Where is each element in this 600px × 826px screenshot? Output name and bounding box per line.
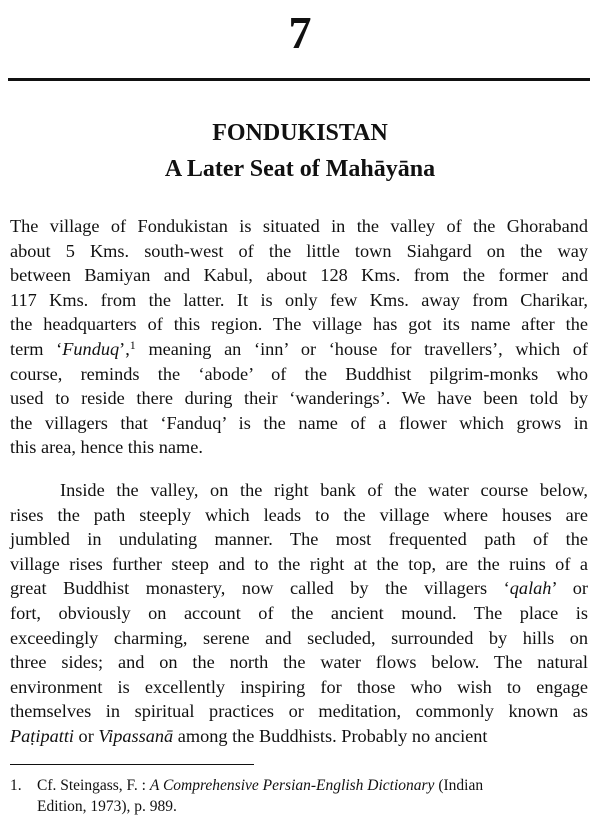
- text-line: [10, 411, 588, 436]
- text-line: [10, 527, 588, 552]
- body-paragraph: [10, 214, 588, 460]
- text-run: among the Buddhists. Probably no ancient: [173, 725, 488, 746]
- text-run: Inside the valley, on the right bank of the water course below,: [60, 480, 588, 500]
- body-paragraph: [10, 478, 588, 749]
- text-run: three sides; and on the north the water flows below. The natural: [10, 652, 588, 673]
- text-run: term ‘: [10, 338, 63, 359]
- text-run: jumbled in undulating manner. The most frequented path of the: [10, 529, 588, 550]
- text-line: [10, 263, 588, 288]
- text-run: The village of Fondukistan is situated in the valley of the Ghoraband: [10, 216, 588, 236]
- footnote-line: [10, 796, 590, 817]
- text-line: [10, 675, 588, 700]
- footnote-line: [10, 775, 590, 796]
- text-run: ’,: [119, 338, 130, 359]
- text-line: [10, 435, 588, 460]
- text-run: themselves in spiritual practices or meditation, commonly known as: [10, 701, 588, 722]
- text-run: exceedingly charming, serene and secluded, surrounded by hills on: [10, 627, 588, 648]
- italic-text: qalah: [509, 578, 552, 599]
- text-line: [10, 576, 588, 601]
- italic-text: Funduq: [62, 338, 120, 359]
- text-line: [10, 503, 588, 528]
- text-line: [10, 362, 588, 387]
- text-run: (Indian: [434, 777, 484, 794]
- text-run: rises the path steeply which leads to the village where houses are: [10, 504, 588, 525]
- text-run: between Bamiyan and Kabul, about 128 Kms. from the former and: [10, 265, 588, 286]
- text-run: the headquarters of this region. The village has got its name after the: [10, 314, 588, 335]
- footnote-number: 1.: [10, 777, 22, 794]
- text-run: this area, hence this name.: [10, 437, 203, 458]
- footnote: [10, 775, 590, 817]
- text-run: or: [73, 725, 99, 746]
- italic-text: A Comprehensive Persian-English Dictionary: [149, 777, 435, 794]
- italic-text: Vipassanā: [98, 725, 174, 746]
- text-line: [10, 699, 588, 724]
- text-run: meaning an ‘inn’ or ‘house for travellers’, which of: [135, 338, 588, 359]
- text-line: [10, 386, 588, 411]
- footnote-separator: [10, 764, 254, 765]
- text-run: about 5 Kms. south-west of the little town Siahgard on the way: [10, 240, 588, 261]
- text-run: 117 Kms. from the latter. It is only few Kms. away from Charikar,: [10, 289, 588, 310]
- text-line: [10, 626, 588, 651]
- chapter-subtitle: A Later Seat of Mahāyāna: [164, 156, 436, 182]
- text-run: Edition, 1973), p. 989.: [37, 798, 177, 815]
- text-run: ’ or: [551, 578, 589, 599]
- text-run: fort, obviously on account of the ancient mound. The place is: [10, 602, 588, 623]
- text-line: [10, 337, 588, 362]
- text-line: [10, 601, 588, 626]
- italic-text: Paṭipatti: [10, 725, 74, 746]
- text-line: [10, 239, 588, 264]
- text-line: [10, 724, 588, 749]
- text-run: environment is excellently inspiring for those who wish to engage: [10, 676, 588, 697]
- footnote-marker: 1: [129, 337, 136, 352]
- chapter-title: FONDUKISTAN: [212, 120, 388, 146]
- text-line: [10, 288, 588, 313]
- text-run: Cf. Steingass, F. :: [37, 777, 150, 794]
- text-run: course, reminds the ‘abode’ of the Buddhist pilgrim-monks who: [10, 363, 588, 384]
- text-line: [10, 650, 588, 675]
- text-run: great Buddhist monastery, now called by the villagers ‘: [10, 578, 510, 599]
- text-line: [10, 214, 588, 239]
- chapter-heading-rule: [8, 78, 590, 81]
- text-run: the villagers that ‘Fanduq’ is the name of a flower which grows in: [10, 412, 588, 433]
- text-line: [10, 312, 588, 337]
- text-run: village rises further steep and to the right at the top, are the ruins of a: [10, 553, 588, 574]
- chapter-number: 7: [288, 7, 312, 58]
- text-run: used to reside there during their ‘wanderings’. We have been told by: [10, 388, 588, 409]
- text-line: [10, 552, 588, 577]
- text-line: [10, 478, 588, 503]
